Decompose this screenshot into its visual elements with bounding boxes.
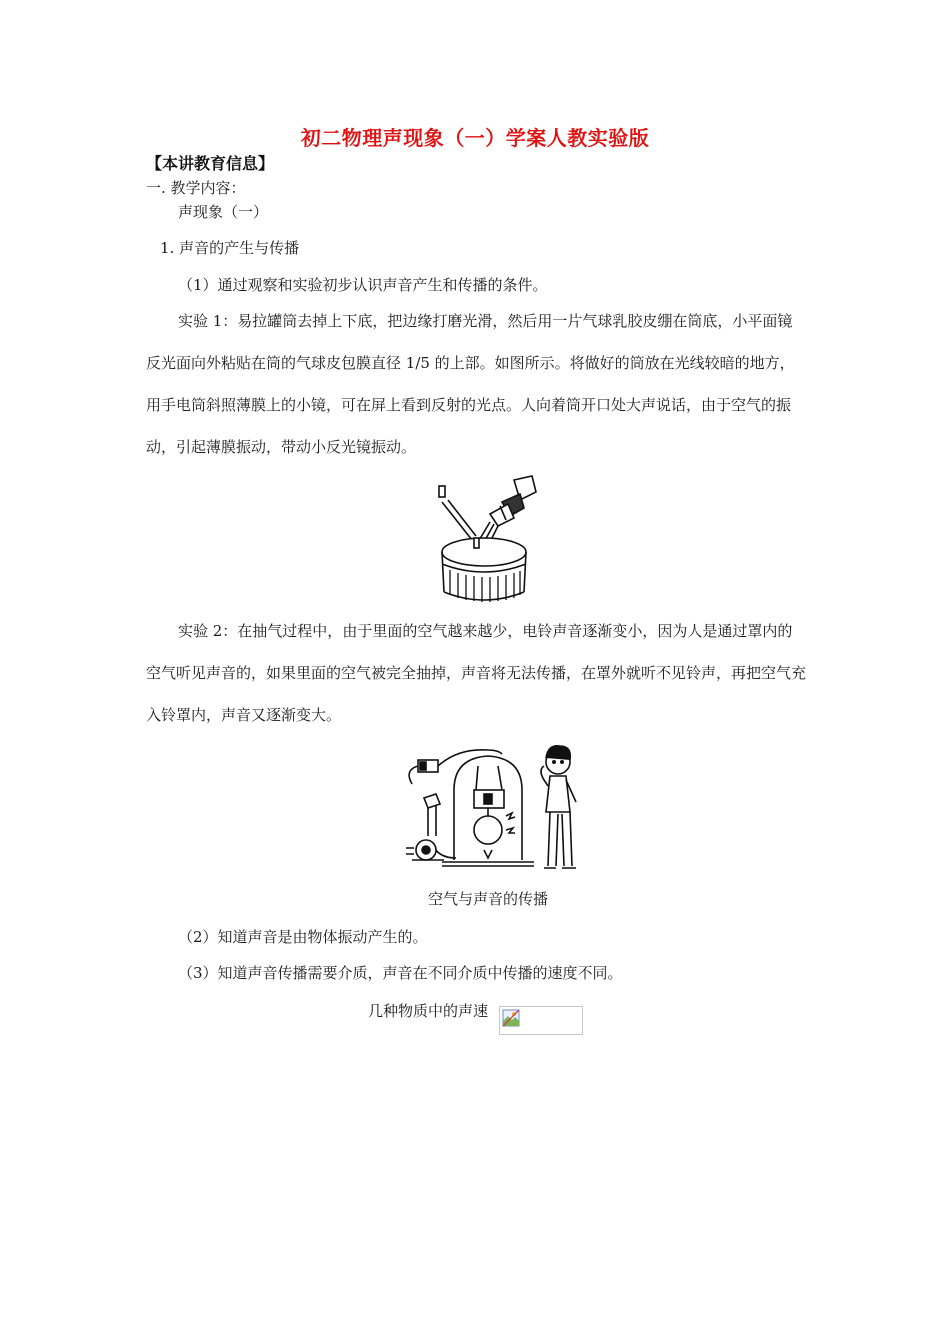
goal-3-line: （3）知道声音传播需要介质，声音在不同介质中传播的速度不同。: [178, 964, 623, 982]
broken-image-icon: [502, 1009, 520, 1027]
section-heading: 【本讲教育信息】: [146, 154, 275, 173]
document-title: 初二物理声现象（一）学案人教实验版: [300, 126, 650, 150]
teaching-content-label: 一. 教学内容：: [146, 179, 246, 197]
point-1-heading: 1. 声音的产生与传播: [160, 239, 300, 257]
goal-1-line: （1）通过观察和实验初步认识声音产生和传播的条件。: [178, 276, 548, 294]
topic-line: 声现象（一）: [178, 203, 269, 221]
broken-image-placeholder: [499, 1006, 583, 1035]
sound-speed-table-caption: 几种物质中的声速: [368, 1002, 489, 1020]
experiment-1-paragraph: 实验 1：易拉罐筒去掉上下底，把边缘打磨光滑，然后用一片气球乳胶皮绷在筒底，小平面镜反光面向外粘贴在筒的气球皮包膜直径 1/5 的上部。如图所示。将做好的筒放在光线较暗的地方，用手电筒斜照薄膜上的小镜，可在屏上看到反射的光点。人向着筒开口处大声说话，由于空气的振动，引起薄膜振动，带动小反光镜振动。: [146, 312, 795, 456]
figure2-icon: [398, 740, 588, 876]
goal-2-line: （2）知道声音是由物体振动产生的。: [178, 928, 428, 946]
figure1-icon: [428, 472, 540, 608]
figure-2-caption: 空气与声音的传播: [428, 890, 549, 908]
experiment-2-paragraph: 实验 2：在抽气过程中，由于里面的空气越来越少，电铃声音逐渐变小，因为人是通过罩内的空气听见声音的，如果里面的空气被完全抽掉，声音将无法传播，在罩外就听不见铃声，再把空气充入铃罩内，声音又逐渐变大。: [146, 622, 807, 724]
